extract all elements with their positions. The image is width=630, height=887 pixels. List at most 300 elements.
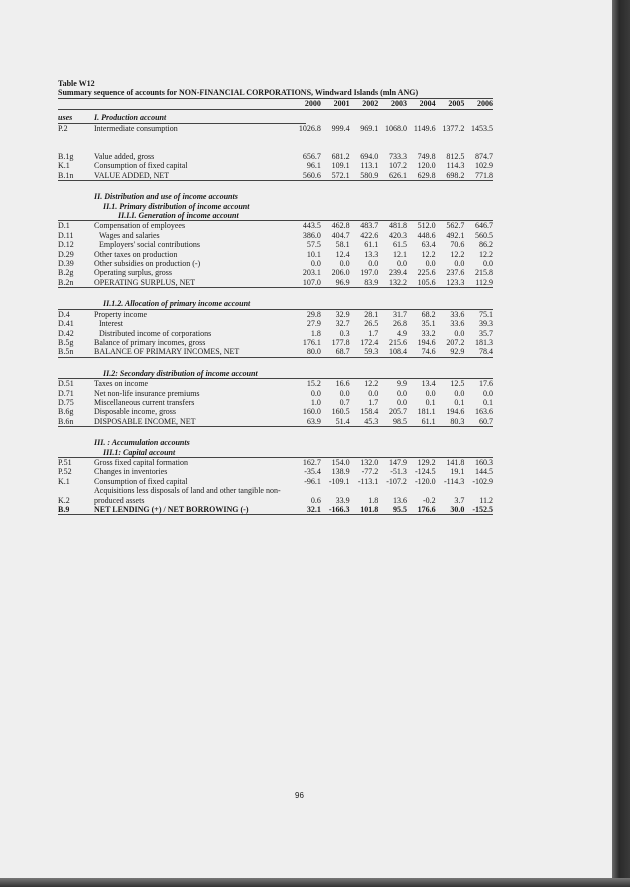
value-2001: 206.0 [331,268,350,278]
value-2003: 132.2 [388,277,407,287]
value-2002: -113.1 [357,476,379,486]
year-header-2003: 2003 [390,98,407,108]
value-2006: 75.1 [479,309,493,319]
value-2000: 29.8 [306,309,321,319]
value-2006: 0.0 [483,388,493,398]
value-2000: 560.6 [302,170,321,180]
table-row [58,505,493,514]
value-2006: 11.2 [479,495,493,505]
value-2000: 1.8 [310,328,321,338]
table-row [58,458,493,467]
row-code: K.1 [58,476,70,486]
table-row [58,319,493,328]
row-code: B.2n [58,277,74,287]
value-2003: 26.8 [392,319,407,329]
value-2006: 17.6 [479,379,493,389]
row-description: VALUE ADDED, NET [94,170,170,180]
value-2000: 160.0 [302,407,321,417]
value-2004: 629.8 [417,170,436,180]
table-row [58,398,493,407]
account-section [58,299,493,357]
value-2002: 28.1 [364,309,379,319]
value-2004: 0.0 [425,388,436,398]
section-title: III.1: Capital account [103,447,176,457]
table-row [58,250,493,259]
value-2006: 35.7 [479,328,493,338]
section-code [58,192,94,201]
value-2001: 681.2 [331,152,350,161]
scan-edge-bottom [0,878,630,887]
value-2000: 27.9 [306,319,321,329]
value-2003: 0.0 [396,388,407,398]
value-2005: 492.1 [446,230,465,240]
value-2000: 10.1 [306,249,321,259]
value-2006: 1453.5 [471,123,493,133]
value-2001: 177.8 [331,337,350,347]
value-2001: 16.6 [335,379,350,389]
value-2001: 138.9 [331,467,350,477]
value-2002: 13.3 [364,249,379,259]
value-2006: 102.9 [475,161,493,171]
value-2000: 15.2 [306,379,321,389]
row-description: BALANCE OF PRIMARY INCOMES, NET [94,347,240,357]
value-2005: 12.5 [450,379,465,389]
row-description: Changes in inventories [94,467,168,477]
value-2000: -35.4 [304,467,321,477]
account-section [58,438,493,515]
row-description: Employers' social contributions [99,240,200,250]
page-number: 96 [295,791,304,800]
value-2001: 32.7 [335,319,350,329]
value-2000: 57.5 [306,240,321,250]
value-2005: 114.3 [446,161,465,171]
value-2005: 194.6 [446,407,465,417]
row-code: D.12 [58,240,74,250]
value-2005: 30.0 [450,505,465,514]
value-2005: 33.6 [450,309,465,319]
value-2006: 215.8 [475,268,493,278]
row-description: Property income [94,309,148,319]
table-row [58,278,493,287]
section-code [58,369,94,378]
value-2005: 141.8 [446,457,465,467]
value-2006: 12.2 [479,249,493,259]
section-title: II.1. Primary distribution of income account [103,201,250,211]
value-2003: 147.9 [388,457,407,467]
value-2002: 1.8 [368,495,379,505]
value-2002: 172.4 [360,337,379,347]
section-title: II.I.I. Generation of income account [118,211,239,221]
row-description: Balance of primary incomes, gross [94,337,206,347]
value-2000: 63.9 [306,416,321,426]
section-heading [58,202,493,211]
value-2006: 86.2 [479,240,493,250]
value-2000: 443.5 [302,221,321,231]
value-2006: 39.3 [479,319,493,329]
table-subtitle: Summary sequence of accounts for NON-FINANCIAL CORPORATIONS, Windward Islands (mln ANG) [58,88,493,98]
value-2005: 92.9 [450,347,465,357]
value-2006: 78.4 [479,347,493,357]
value-2003: 13.6 [392,495,407,505]
row-code: D.41 [58,319,74,329]
value-2004: -120.0 [414,476,436,486]
row-code: D.75 [58,397,74,407]
table-w12 [58,79,493,515]
row-description: Interest [99,319,123,329]
row-description: Gross fixed capital formation [94,457,188,467]
row-code: D.11 [58,230,74,240]
value-2003: 239.4 [388,268,407,278]
value-2003: 0.0 [396,259,407,269]
value-2004: 105.6 [417,277,436,287]
value-2005: 0.0 [454,259,465,269]
value-2004: -124.5 [414,467,436,477]
value-2002: 0.0 [368,259,379,269]
value-2002: 101.8 [360,505,379,514]
value-2001: 0.3 [339,328,350,338]
value-2003: 481.8 [388,221,407,231]
value-2003: 9.9 [396,379,407,389]
value-2002: 1.7 [368,397,379,407]
section-heading [58,299,493,309]
value-2004: 33.2 [421,328,436,338]
section-heading [58,438,493,447]
section-code [58,438,94,447]
value-2002: 580.9 [360,170,379,180]
row-description: Wages and salaries [99,230,160,240]
year-header-2002: 2002 [362,98,379,108]
section-code: uses [58,113,73,123]
value-2000: 1026.8 [298,123,321,133]
value-2005: 12.2 [450,249,465,259]
value-2004: -0.2 [422,495,436,505]
row-code: P.52 [58,467,72,477]
value-2001: -109.1 [328,476,350,486]
table-row [58,171,493,180]
value-2001: 404.7 [331,230,350,240]
year-header-2000: 2000 [304,98,321,108]
value-2005: 19.1 [450,467,465,477]
row-description: Disposable income, gross [94,407,176,417]
year-header-2004: 2004 [419,98,436,108]
value-2005: 237.6 [446,268,465,278]
value-2005: 812.5 [446,152,465,161]
value-2004: 68.2 [421,309,436,319]
table-row [58,477,493,486]
row-description: Intermediate consumption [94,123,178,133]
value-2003: 31.7 [392,309,407,319]
value-2004: 129.2 [417,457,436,467]
value-2004: 225.6 [417,268,436,278]
value-2000: 0.0 [310,388,321,398]
value-2004: 512.0 [417,221,436,231]
value-2001: 33.9 [335,495,350,505]
row-description: Operating surplus, gross [94,268,172,278]
row-code: B.9 [58,505,70,514]
table-row [58,486,493,505]
row-description: Other subsidies on production (-) [94,259,201,269]
year-header-row [58,99,493,110]
row-code: P.51 [58,457,72,467]
value-2003: 4.9 [396,328,407,338]
row-code: D.4 [58,309,70,319]
value-2001: 160.5 [331,407,350,417]
value-2001: 0.0 [339,388,350,398]
section-heading [58,448,493,458]
value-2004: 120.0 [417,161,436,171]
value-2002: 158.4 [360,407,379,417]
section-title: II.2: Secondary distribution of income account [103,368,258,378]
row-code: D.51 [58,379,74,389]
value-2002: 197.0 [360,268,379,278]
value-2001: 109.1 [331,161,350,171]
section-code [58,211,94,220]
row-code: D.42 [58,328,74,338]
value-2002: 61.1 [364,240,379,250]
section-code [58,202,94,211]
value-2001: 0.0 [339,259,350,269]
row-code: D.39 [58,259,74,269]
row-code: B.6g [58,407,74,417]
table-title: Table W12 [58,79,95,88]
row-code: B.5n [58,347,74,357]
value-2003: 626.1 [388,170,407,180]
value-2005: 123.3 [446,277,465,287]
row-code: B.1g [58,152,74,161]
value-2002: 12.2 [364,379,379,389]
table-row [58,329,493,338]
value-2000: 96.1 [306,161,321,171]
value-2004: 749.8 [417,152,436,161]
value-2006: 771.8 [475,170,493,180]
value-2004: 0.1 [425,397,436,407]
value-2006: 112.9 [475,277,493,287]
value-2003: 420.3 [388,230,407,240]
value-2000: 176.1 [302,337,321,347]
value-2005: 3.7 [454,495,465,505]
table-row [58,347,493,356]
row-code: K.2 [58,495,70,505]
value-2003: 108.4 [388,347,407,357]
value-2000: -96.1 [304,476,321,486]
value-2005: 0.1 [454,397,465,407]
value-2005: 0.0 [454,388,465,398]
value-2005: 80.3 [450,416,465,426]
row-description: Acquisitions less disposals of land and other tangible non- produced assets [94,486,281,505]
table-body [58,113,493,515]
section-code [58,299,94,308]
value-2004: 448.6 [417,230,436,240]
value-2003: 1068.0 [384,123,407,133]
section-code [58,448,94,457]
value-2001: 32.9 [335,309,350,319]
value-2003: 12.1 [392,249,407,259]
value-2004: 176.6 [417,505,436,514]
row-code: P.2 [58,123,68,133]
value-2002: 83.9 [364,277,379,287]
value-2000: 32.1 [306,505,321,514]
value-2002: 59.3 [364,347,379,357]
value-2001: 51.4 [335,416,350,426]
row-description: Other taxes on production [94,249,178,259]
row-description: NET LENDING (+) / NET BORROWING (-) [94,505,249,514]
table-row [58,407,493,416]
value-2002: 26.5 [364,319,379,329]
value-2005: 207.2 [446,337,465,347]
value-2003: 95.5 [392,505,407,514]
value-2004: 63.4 [421,240,436,250]
table-row [58,231,493,240]
section-heading [58,192,493,201]
section-title: III. : Accumulation accounts [94,438,190,448]
value-2005: 33.6 [450,319,465,329]
value-2006: -152.5 [472,505,493,514]
section-title: I. Production account [94,113,167,123]
value-2004: 74.6 [421,347,436,357]
table-row [58,152,493,161]
row-code: B.1n [58,170,74,180]
value-2006: 560.5 [475,230,493,240]
table-row [58,379,493,388]
value-2006: 646.7 [475,221,493,231]
value-2002: 483.7 [360,221,379,231]
value-2003: 215.6 [388,337,407,347]
value-2005: -114.3 [443,476,465,486]
row-description: Compensation of employees [94,221,186,231]
table-row [58,240,493,249]
account-section [58,152,493,181]
row-code: D.29 [58,249,74,259]
value-2003: 61.5 [392,240,407,250]
value-2002: 0.0 [368,388,379,398]
table-row [58,467,493,476]
value-2002: -77.2 [361,467,379,477]
value-2001: 12.4 [335,249,350,259]
section-heading [58,369,493,379]
value-2000: 1.0 [310,397,321,407]
account-section [58,369,493,427]
account-section [58,192,493,288]
row-description: Taxes on income [94,379,149,389]
scan-edge-right [612,0,630,887]
value-2006: 0.1 [483,397,493,407]
table-row [58,268,493,277]
row-code: D.71 [58,388,74,398]
table-row [58,389,493,398]
row-code: D.1 [58,221,70,231]
value-2000: 386.0 [302,230,321,240]
value-2001: 58.1 [335,240,350,250]
section-heading [58,211,493,221]
value-2005: 1377.2 [442,123,465,133]
table-row [58,310,493,319]
value-2003: -107.2 [386,476,407,486]
value-2002: 132.0 [360,457,379,467]
value-2004: 194.6 [417,337,436,347]
row-description: OPERATING SURPLUS, NET [94,277,196,287]
table-row [58,221,493,230]
row-description: Value added, gross [94,152,155,161]
table-row [58,417,493,426]
value-2002: 113.1 [360,161,379,171]
value-2006: 60.7 [479,416,493,426]
value-2001: 68.7 [335,347,350,357]
value-2002: 422.6 [360,230,379,240]
section-heading [58,113,306,123]
value-2000: 0.6 [310,495,321,505]
value-2001: 0.7 [339,397,350,407]
row-code: B.6n [58,416,74,426]
value-2004: 181.1 [417,407,436,417]
table-row [58,161,493,170]
value-2006: 160.3 [475,457,493,467]
value-2001: 462.8 [331,221,350,231]
row-description: Consumption of fixed capital [94,476,188,486]
value-2001: 154.0 [331,457,350,467]
value-2000: 656.7 [302,152,321,161]
value-2000: 80.0 [306,347,321,357]
value-2001: 96.9 [335,277,350,287]
table-row [58,259,493,268]
row-description: Miscellaneous current transfers [94,397,195,407]
value-2003: 205.7 [388,407,407,417]
row-description: Distributed income of corporations [99,328,212,338]
value-2005: 0.0 [454,328,465,338]
row-description: Net non-life insurance premiums [94,388,200,398]
year-header-2005: 2005 [448,98,465,108]
value-2003: -51.3 [390,467,407,477]
value-2001: -166.3 [328,505,350,514]
value-2006: 181.3 [475,337,493,347]
value-2003: 0.0 [396,397,407,407]
value-2000: 0.0 [310,259,321,269]
value-2004: 0.0 [425,259,436,269]
value-2000: 203.1 [302,268,321,278]
value-2006: 874.7 [475,152,493,161]
value-2006: 163.6 [475,407,493,417]
value-2005: 70.6 [450,240,465,250]
value-2003: 98.5 [392,416,407,426]
section-title: II.1.2. Allocation of primary income account [103,299,251,309]
row-description: DISPOSABLE INCOME, NET [94,416,196,426]
row-code: B.2g [58,268,74,278]
value-2002: 45.3 [364,416,379,426]
value-2006: 0.0 [483,259,493,269]
value-2001: 572.1 [331,170,350,180]
value-2003: 733.3 [388,152,407,161]
value-2004: 13.4 [421,379,436,389]
value-2000: 162.7 [302,457,321,467]
year-header-2001: 2001 [333,98,350,108]
value-2004: 1149.6 [413,123,436,133]
year-header-2006: 2006 [477,98,493,108]
account-section [58,113,493,133]
value-2002: 694.0 [360,152,379,161]
section-title: II. Distribution and use of income accounts [94,192,238,202]
value-2006: 144.5 [475,467,493,477]
value-2000: 107.0 [302,277,321,287]
value-2005: 698.2 [446,170,465,180]
value-2003: 107.2 [388,161,407,171]
value-2005: 562.7 [446,221,465,231]
row-code: B.5g [58,337,74,347]
value-2004: 35.1 [421,319,436,329]
value-2002: 1.7 [368,328,379,338]
value-2004: 61.1 [421,416,436,426]
value-2006: -102.9 [472,476,493,486]
row-description: Consumption of fixed capital [94,161,188,171]
value-2004: 12.2 [421,249,436,259]
